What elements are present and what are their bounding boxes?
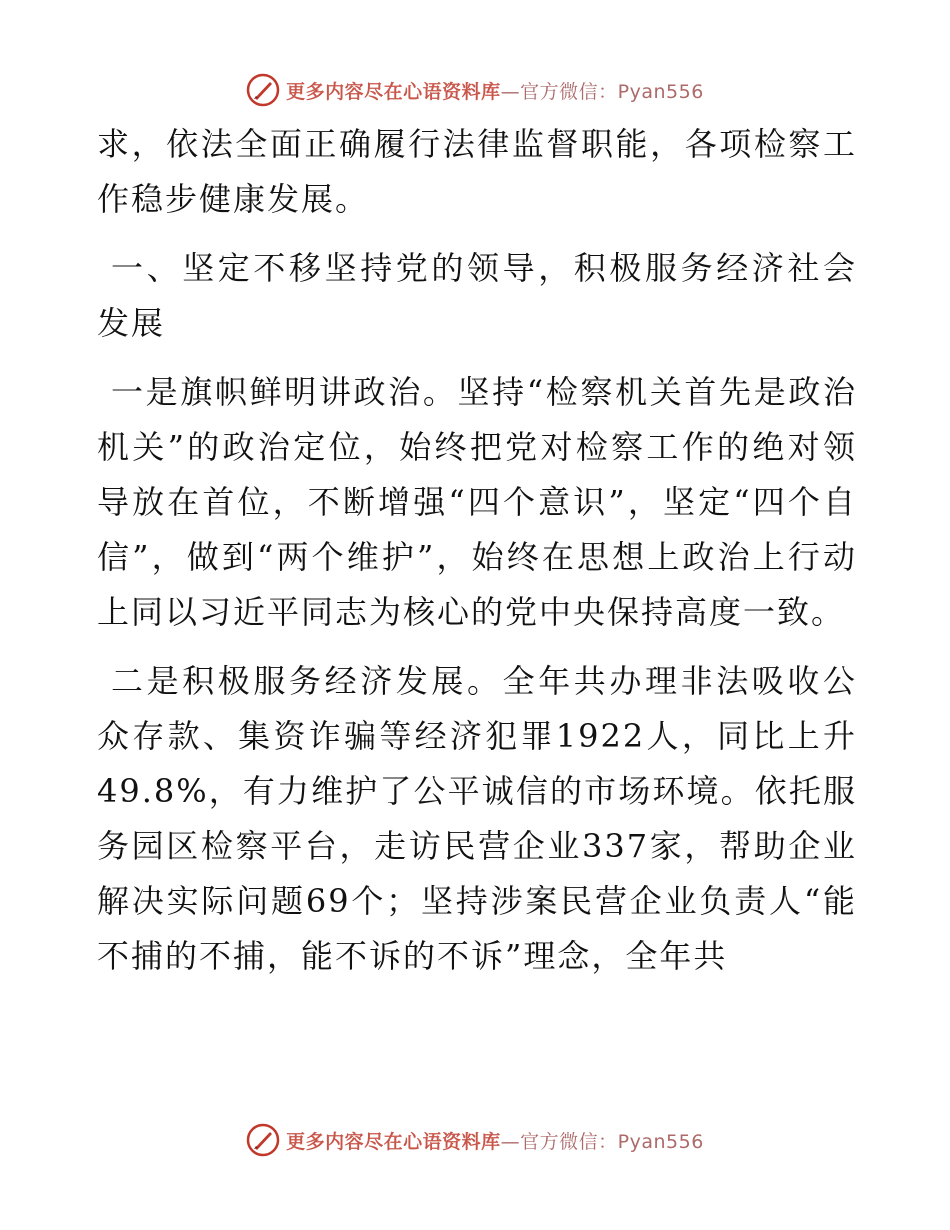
watermark-brand: 更多内容尽在心语资料库 — [286, 1130, 501, 1153]
footer-watermark — [0, 1120, 950, 1160]
watermark-text — [286, 1127, 704, 1154]
document-body — [97, 117, 857, 998]
quill-logo-icon — [246, 1123, 280, 1157]
paragraph-continuation: 求，依法全面正确履行法律监督职能，各项检察工作稳步健康发展。 — [97, 125, 857, 218]
header-watermark — [0, 70, 950, 110]
watermark-official: 官方微信：Pyan556 — [520, 1130, 704, 1153]
section-heading: 一、坚定不移坚持党的领导，积极服务经济社会发展 — [97, 249, 857, 342]
watermark-brand: 更多内容尽在心语资料库 — [286, 80, 501, 103]
quill-logo-icon — [246, 73, 280, 107]
watermark-separator: — — [500, 80, 521, 103]
watermark-official: 官方微信：Pyan556 — [520, 80, 704, 103]
watermark-text — [286, 77, 704, 104]
paragraph-economy: 二是积极服务经济发展。全年共办理非法吸收公众存款、集资诈骗等经济犯罪1922人，同比上升49.8%，有力维护了公平诚信的市场环境。依托服务园区检察平台，走访民营企业337家，帮助企业解决实际问题69个；坚持涉案民营企业负责人“能不捕的不捕，能不诉的不诉”理念，全年共 — [97, 662, 857, 975]
watermark-separator: — — [500, 1130, 521, 1153]
paragraph-politics: 一是旗帜鲜明讲政治。坚持“检察机关首先是政治机关”的政治定位，始终把党对检察工作的绝对领导放在首位，不断增强“四个意识”，坚定“四个自信”，做到“两个维护”，始终在思想上政治上行动上同以习近平同志为核心的党中央保持高度一致。 — [97, 373, 857, 631]
